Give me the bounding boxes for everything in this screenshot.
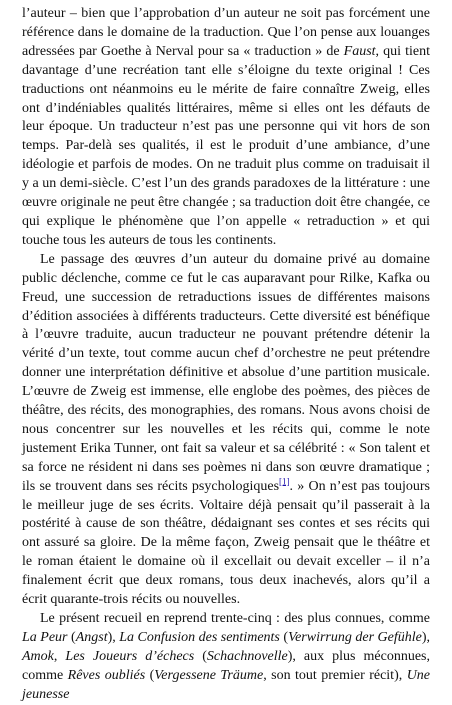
italic-title: Schachnovelle (206, 648, 288, 664)
text-run: ), aux plus méconnues, comme (22, 648, 430, 683)
italic-title: La Peur (22, 629, 68, 645)
footnote-link[interactable]: [1] (279, 476, 290, 486)
paragraph (22, 251, 430, 610)
text-run: . » On n’est pas toujours le meilleur juge de ses écrits. Voltaire déjà pensait qu’il passerait à la postérité à cause de son théâtre, dédaignant ses contes et ses récits qui ont assuré sa gloire. De la même façon, Zweig pensait que le théâtre et le roman étaient le domaine où il excellait ou devait exceller – il n’a finalement écrit que deux romans, tous deux inachevés, alors qu’il a écrit quarante-trois récits ou nouvelles. (22, 478, 430, 608)
text-run: ( (279, 629, 289, 645)
paragraph (22, 5, 430, 251)
text-run: ( (67, 629, 76, 645)
text-run: , (53, 648, 66, 664)
italic-title: Une jeunesse (22, 667, 431, 702)
italic-title: Verwirrung der Gefühle (288, 629, 422, 645)
italic-title: Amok (22, 648, 54, 664)
text-run: , qui tient davantage d’une recréation tant elle s’éloigne du texte original ! Ces traductions ont néanmoins eu le mérite de faire connaître Zweig, elles ont d’indéniables qualités littéraires, même si elles ont les défauts de leur époque. Un traducteur n’est pas une personne qui vit hors de son temps. Par-delà ses qualités, il est le produit d’une ambiance, d’une idéologie et parfois de modes. On ne traduit plus comme on traduisait il y a un demi-siècle. C’est l’un des grands paradoxes de la littérature : une œuvre originale ne peut être changée ; sa traduction doit être changée, ce qui explique le phénomène que l’on appelle « retraduction » et qui touche tous les auteurs de tous les continents. (22, 43, 430, 248)
italic-title: Vergessene Träume (154, 667, 264, 683)
paragraph (22, 610, 430, 705)
italic-title: Rêves oubliés (67, 667, 146, 683)
text-run: ( (194, 648, 207, 664)
text-run: ( (145, 667, 155, 683)
italic-title: Faust (343, 43, 376, 59)
text-run: , son tout premier récit), (263, 667, 407, 683)
text-run: ), (107, 629, 120, 645)
italic-title: La Confusion des sentiments (119, 629, 280, 645)
text-run: l’auteur – bien que l’approbation d’un auteur ne soit pas forcément une référence dans le domaine de la traduction. Que l’on pense aux louanges adressées par Goethe à Nerval pour sa « traduction » de (22, 6, 430, 59)
text-run: Le présent recueil en reprend trente-cinq : des plus connues, comme (40, 611, 430, 626)
document-page (22, 5, 430, 705)
text-run: ), (421, 629, 431, 645)
italic-title: Les Joueurs d’échecs (65, 648, 195, 664)
text-run: Le passage des œuvres d’un auteur du domaine privé au domaine public déclenche, comme ce fut le cas auparavant pour Rilke, Kafka ou Freud, une succession de retraductions issues de différentes maisons d’édition associées à différents traducteurs. Cette diversité est bénéfique à l’œuvre traduite, aucun traducteur ne pouvant prétendre détenir la vérité d’un texte, tout comme aucun chef d’orchestre ne peut prétendre donner une interprétation définitive et absolue d’une partition musicale. L’œuvre de Zweig est immense, elle englobe des poèmes, des pièces de théâtre, des récits, des monographies, des romans. Nous avons choisi de nous concentrer sur les nouvelles et les récits qui, comme le note justement Erika Tunner, ont fait sa valeur et sa célébrité : « Son talent et sa force ne résident ni dans ses poèmes ni dans son œuvre dramatique ; ils se trouvent dans ses récits psychologiques (22, 251, 430, 494)
italic-title: Angst (75, 629, 108, 645)
